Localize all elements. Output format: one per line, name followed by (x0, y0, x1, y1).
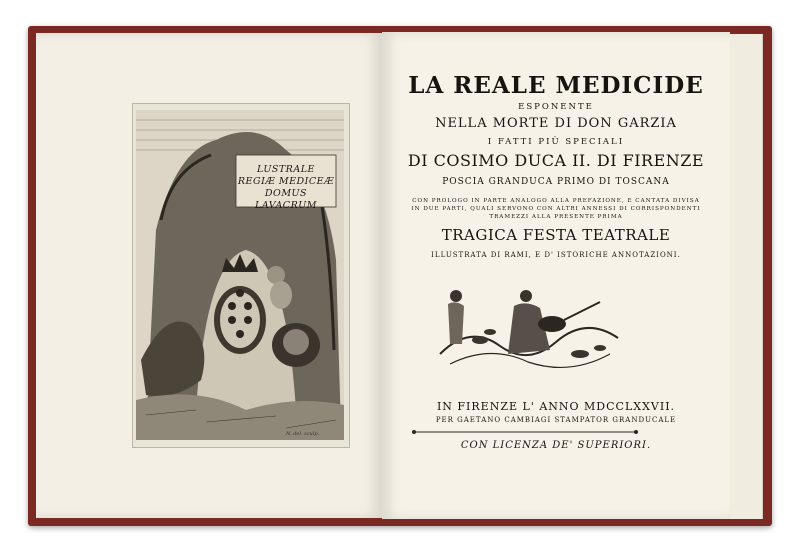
subtitle-line5: POSCIA GRANDUCA PRIMO DI TOSCANA (442, 177, 670, 187)
book-title: LA REALE MEDICIDE (408, 72, 704, 99)
frontispiece-inscription (236, 164, 336, 212)
prologue-line-1: CON PROLOGO IN PARTE ANALOGO ALLA PREFAZIONE, E CANTATA DIVISA (412, 198, 700, 204)
subtitle-line3: I FATTI PIÙ SPECIALI (487, 137, 625, 147)
prologue-line-2: IN DUE PARTI, QUALI SERVONO CON ALTRI ANNESSI DI CORRISPONDENTI (411, 206, 701, 212)
inscription-line: LUSTRALE (257, 164, 315, 175)
imprint-line-2: PER GAETANO CAMBIAGI STAMPATOR GRANDUCALE (435, 416, 677, 424)
subtitle-line4: DI COSIMO DUCA II. DI FIRENZE (407, 151, 705, 170)
engraver-signature: N. del. sculp. (286, 431, 320, 437)
imprint-line-1: IN FIRENZE L' ANNO MDCCLXXVII. (436, 400, 676, 413)
subtitle-line2: NELLA MORTE DI DON GARZIA (435, 116, 677, 131)
license-line: CON LICENZA DE' SUPERIORI. (460, 440, 652, 451)
prologue-line-3: TRAMEZZI ALLA PRESENTE PRIMA (489, 214, 623, 220)
subtitle-esponente: ESPONENTE (518, 102, 594, 112)
illustrated-line: ILLUSTRATA DI RAMI, E D' ISTORICHE ANNOTAZIONI. (431, 251, 681, 259)
inscription-line: REGIÆ MEDICEÆ DOMUS (237, 176, 335, 199)
title-vignette (430, 284, 626, 376)
ornamental-rule (410, 427, 640, 437)
frontispiece-engraving (136, 110, 344, 440)
genre-line: TRAGICA FESTA TEATRALE (441, 226, 671, 244)
inscription-line: LAVACRUM (255, 200, 317, 211)
